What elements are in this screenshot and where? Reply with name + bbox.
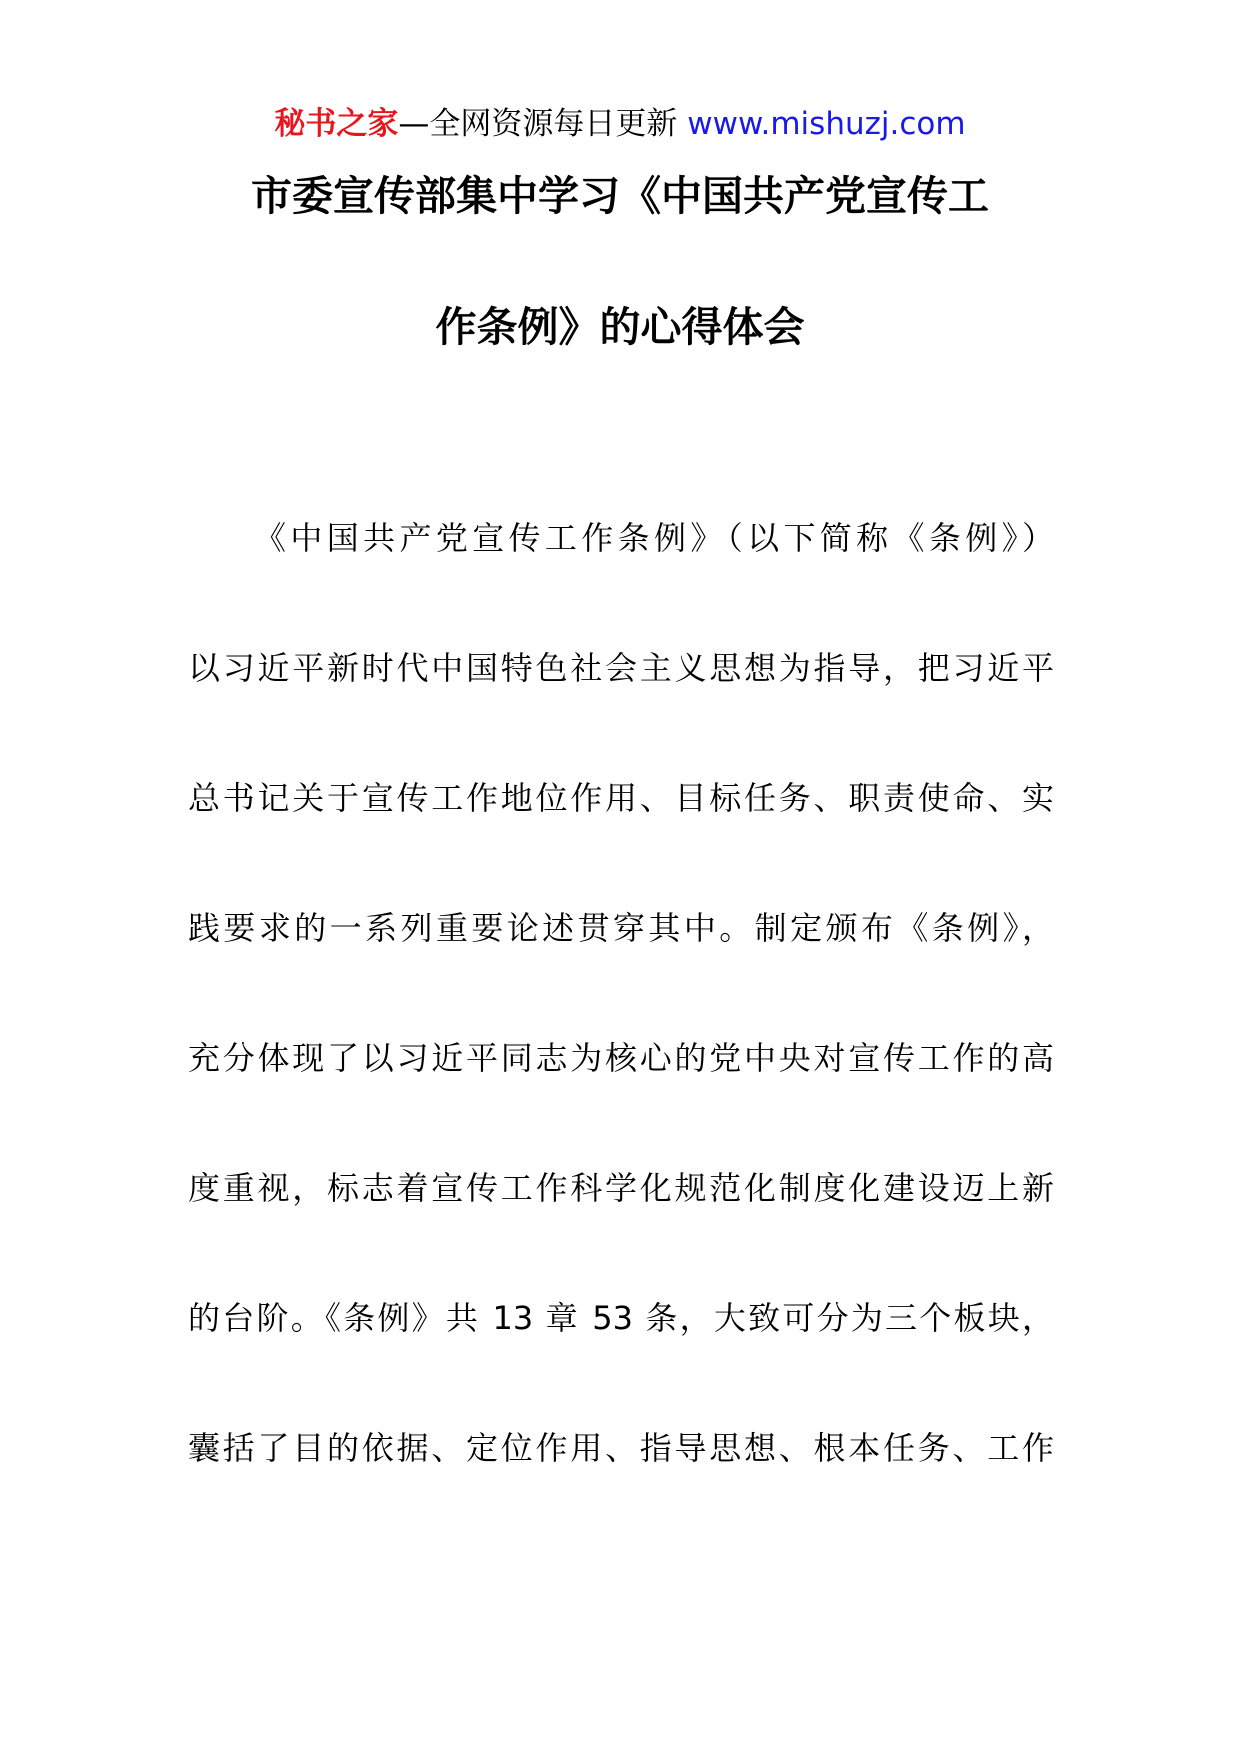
body-line-2: 以习近平新时代中国特色社会主义思想为指导，把习近平 <box>188 649 1054 687</box>
header-tagline: —全网资源每日更新 <box>398 106 678 142</box>
document-title-line-1: 市委宣传部集中学习《中国共产党宣传工 <box>251 172 989 220</box>
body-line-7: 的台阶。《条例》共 13 章 53 条，大致可分为三个板块， <box>188 1299 1054 1337</box>
document-title-line-2: 作条例》的心得体会 <box>435 303 805 351</box>
site-header <box>0 104 1240 144</box>
brand-name: 秘书之家 <box>274 106 399 142</box>
body-line-6: 度重视，标志着宣传工作科学化规范化制度化建设迈上新 <box>188 1169 1054 1207</box>
body-line-3: 总书记关于宣传工作地位作用、目标任务、职责使命、实 <box>188 779 1054 817</box>
body-line-8: 囊括了目的依据、定位作用、指导思想、根本任务、工作 <box>188 1429 1054 1467</box>
body-line-4: 践要求的一系列重要论述贯穿其中。制定颁布《条例》， <box>188 909 1054 947</box>
body-line-1: 《中国共产党宣传工作条例》（以下简称《条例》） <box>254 519 1054 557</box>
body-line-5: 充分体现了以习近平同志为核心的党中央对宣传工作的高 <box>188 1039 1054 1077</box>
site-url[interactable]: www.mishuzj.com <box>687 106 966 142</box>
